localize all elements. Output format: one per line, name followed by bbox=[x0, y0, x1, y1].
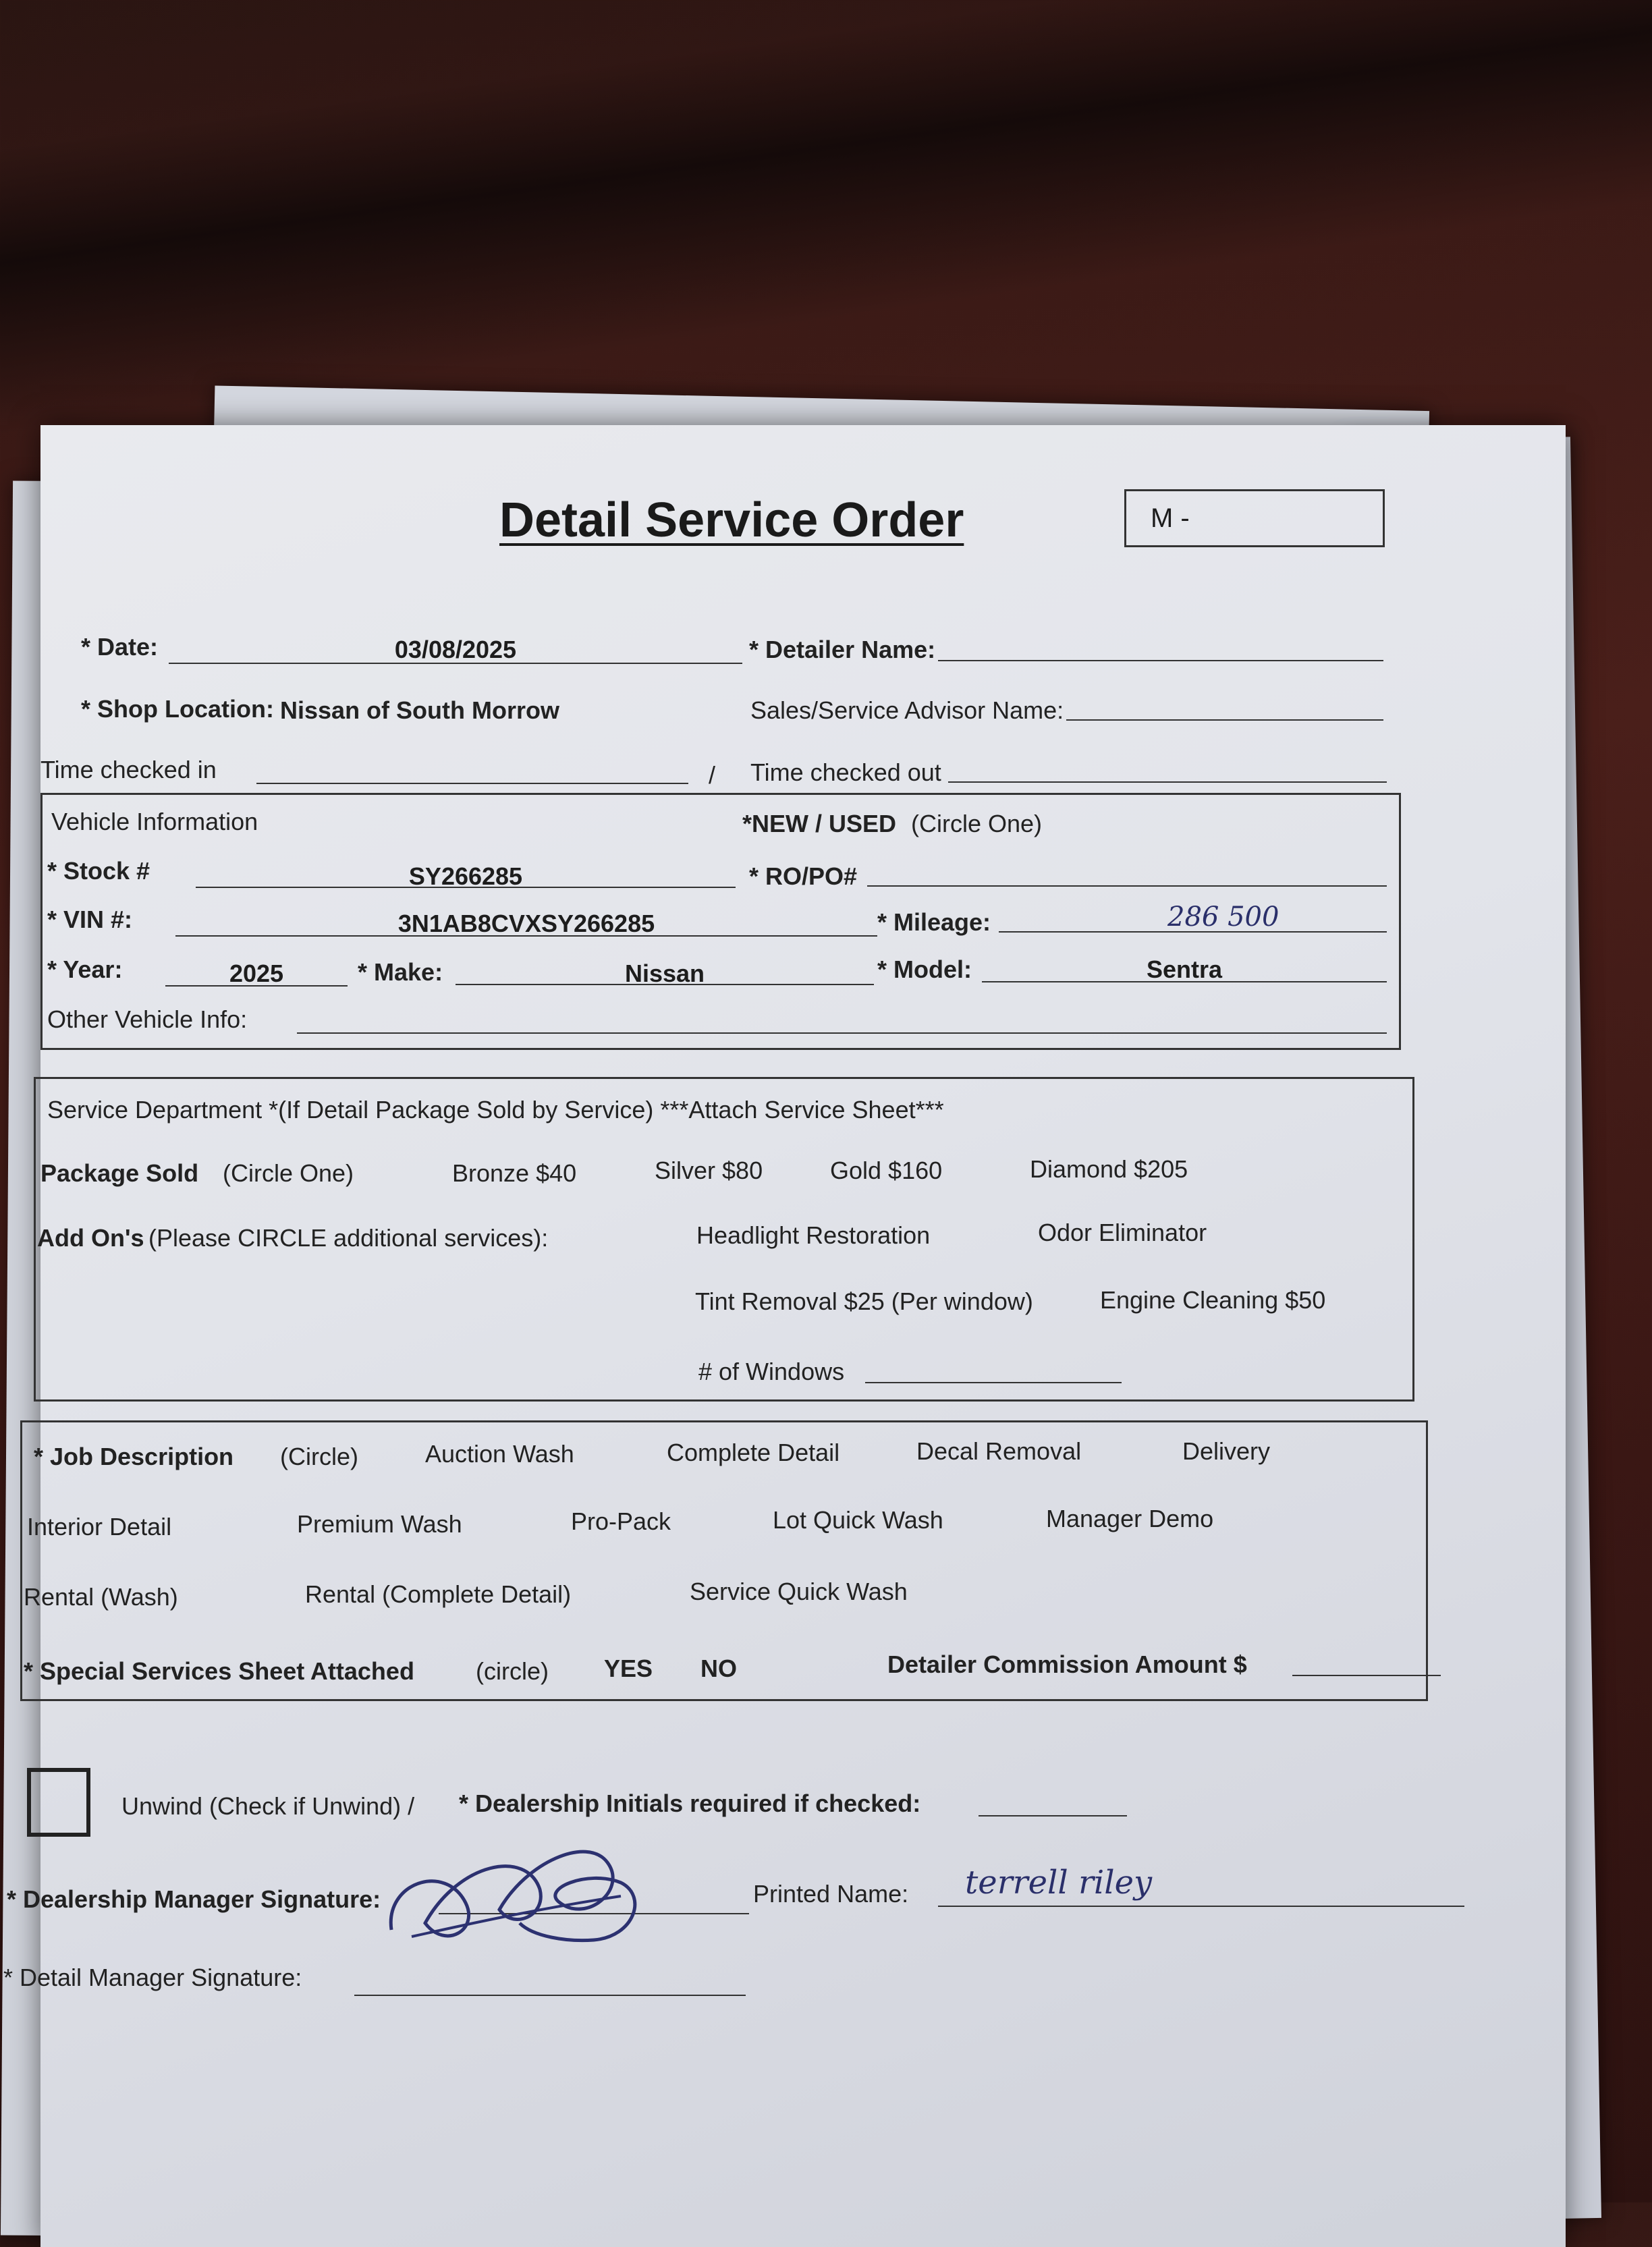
job-manager-demo[interactable]: Manager Demo bbox=[1046, 1505, 1214, 1532]
model-value: Sentra bbox=[1146, 955, 1223, 983]
make-label: * Make: bbox=[358, 958, 443, 986]
dealership-initials-label: * Dealership Initials required if checked: bbox=[459, 1790, 921, 1817]
job-interior-detail[interactable]: Interior Detail bbox=[27, 1513, 172, 1541]
shop-value: Nissan of South Morrow bbox=[280, 696, 559, 724]
addon-engine[interactable]: Engine Cleaning $50 bbox=[1100, 1286, 1326, 1314]
special-yes[interactable]: YES bbox=[604, 1655, 653, 1682]
detailer-name-field[interactable] bbox=[938, 660, 1383, 661]
other-info-field[interactable] bbox=[297, 1032, 1387, 1034]
service-header: Service Department *(If Detail Package Sold by Service) ***Attach Service Sheet*** bbox=[47, 1096, 944, 1124]
dealership-initials-field[interactable] bbox=[979, 1815, 1127, 1816]
order-number-prefix: M - bbox=[1151, 503, 1190, 533]
advisor-label: Sales/Service Advisor Name: bbox=[750, 696, 1064, 724]
commission-field[interactable] bbox=[1292, 1675, 1441, 1676]
unwind-checkbox[interactable] bbox=[27, 1768, 90, 1837]
special-services-hint: (circle) bbox=[476, 1657, 549, 1685]
job-auction-wash[interactable]: Auction Wash bbox=[425, 1440, 574, 1468]
other-info-label: Other Vehicle Info: bbox=[47, 1005, 248, 1033]
job-label: * Job Description bbox=[34, 1443, 234, 1470]
addon-odor[interactable]: Odor Eliminator bbox=[1038, 1219, 1207, 1246]
new-used-label[interactable]: *NEW / USED bbox=[742, 810, 897, 837]
stock-label: * Stock # bbox=[47, 857, 150, 885]
job-rental-wash[interactable]: Rental (Wash) bbox=[24, 1583, 178, 1611]
commission-label: Detailer Commission Amount $ bbox=[887, 1650, 1247, 1678]
year-label: * Year: bbox=[47, 955, 123, 983]
ro-po-label: * RO/PO# bbox=[749, 862, 858, 890]
date-label: * Date: bbox=[81, 633, 159, 661]
package-bronze[interactable]: Bronze $40 bbox=[452, 1159, 577, 1187]
printed-name-label: Printed Name: bbox=[753, 1880, 909, 1908]
addons-label: Add On's bbox=[37, 1224, 144, 1252]
detailer-label: * Detailer Name: bbox=[749, 636, 936, 663]
special-no[interactable]: NO bbox=[700, 1655, 737, 1682]
stock-value: SY266285 bbox=[408, 862, 523, 890]
year-value: 2025 bbox=[229, 960, 284, 987]
time-in-label: Time checked in bbox=[40, 756, 217, 783]
printed-name-value: terrell riley bbox=[965, 1864, 1153, 1902]
addons-hint: (Please CIRCLE additional services): bbox=[148, 1224, 549, 1252]
slash-separator: / bbox=[709, 761, 716, 789]
background-shadow bbox=[0, 0, 1652, 450]
unwind-label: Unwind (Check if Unwind) / bbox=[121, 1792, 415, 1820]
job-lot-quick-wash[interactable]: Lot Quick Wash bbox=[773, 1506, 943, 1534]
shop-label: * Shop Location: bbox=[81, 695, 274, 723]
page-title: Detail Service Order bbox=[499, 493, 964, 547]
package-gold[interactable]: Gold $160 bbox=[830, 1157, 943, 1184]
manager-signature-label: * Dealership Manager Signature: bbox=[7, 1885, 381, 1913]
vin-value: 3N1AB8CVXSY266285 bbox=[397, 910, 655, 937]
time-out-label: Time checked out bbox=[750, 758, 941, 786]
package-diamond[interactable]: Diamond $205 bbox=[1030, 1155, 1188, 1183]
detail-manager-signature-field[interactable] bbox=[354, 1995, 746, 1996]
job-hint: (Circle) bbox=[280, 1443, 358, 1470]
package-hint: (Circle One) bbox=[223, 1159, 354, 1187]
mileage-label: * Mileage: bbox=[877, 908, 991, 936]
job-decal-removal[interactable]: Decal Removal bbox=[916, 1437, 1082, 1465]
make-value: Nissan bbox=[624, 960, 705, 987]
windows-label: # of Windows bbox=[698, 1358, 845, 1385]
order-number-box[interactable] bbox=[1124, 489, 1385, 547]
job-service-quick-wash[interactable]: Service Quick Wash bbox=[690, 1578, 908, 1605]
job-pro-pack[interactable]: Pro-Pack bbox=[571, 1507, 671, 1535]
job-delivery[interactable]: Delivery bbox=[1182, 1437, 1271, 1465]
service-order-page bbox=[3, 425, 1566, 2247]
package-label: Package Sold bbox=[40, 1159, 199, 1187]
detail-manager-signature-label: * Detail Manager Signature: bbox=[3, 1964, 302, 1991]
new-used-hint: (Circle One) bbox=[911, 810, 1043, 837]
job-complete-detail[interactable]: Complete Detail bbox=[667, 1439, 840, 1466]
job-rental-complete[interactable]: Rental (Complete Detail) bbox=[305, 1580, 572, 1608]
vin-label: * VIN #: bbox=[47, 906, 133, 933]
ro-po-field[interactable] bbox=[867, 885, 1387, 887]
vehicle-section-label: Vehicle Information bbox=[51, 808, 258, 835]
printed-name-field[interactable] bbox=[938, 1906, 1464, 1907]
date-value: 03/08/2025 bbox=[394, 636, 517, 663]
windows-field[interactable] bbox=[865, 1382, 1122, 1383]
mileage-value: 286 500 bbox=[1167, 901, 1279, 933]
addon-tint[interactable]: Tint Removal $25 (Per window) bbox=[695, 1287, 1033, 1315]
time-out-field[interactable] bbox=[948, 781, 1387, 783]
special-services-label: * Special Services Sheet Attached bbox=[24, 1657, 414, 1685]
signature-scribble bbox=[364, 1822, 702, 1970]
advisor-name-field[interactable] bbox=[1066, 719, 1383, 721]
package-silver[interactable]: Silver $80 bbox=[655, 1157, 763, 1184]
time-in-field[interactable] bbox=[256, 783, 688, 784]
job-premium-wash[interactable]: Premium Wash bbox=[297, 1510, 462, 1538]
addon-headlight[interactable]: Headlight Restoration bbox=[696, 1221, 931, 1249]
model-label: * Model: bbox=[877, 955, 972, 983]
